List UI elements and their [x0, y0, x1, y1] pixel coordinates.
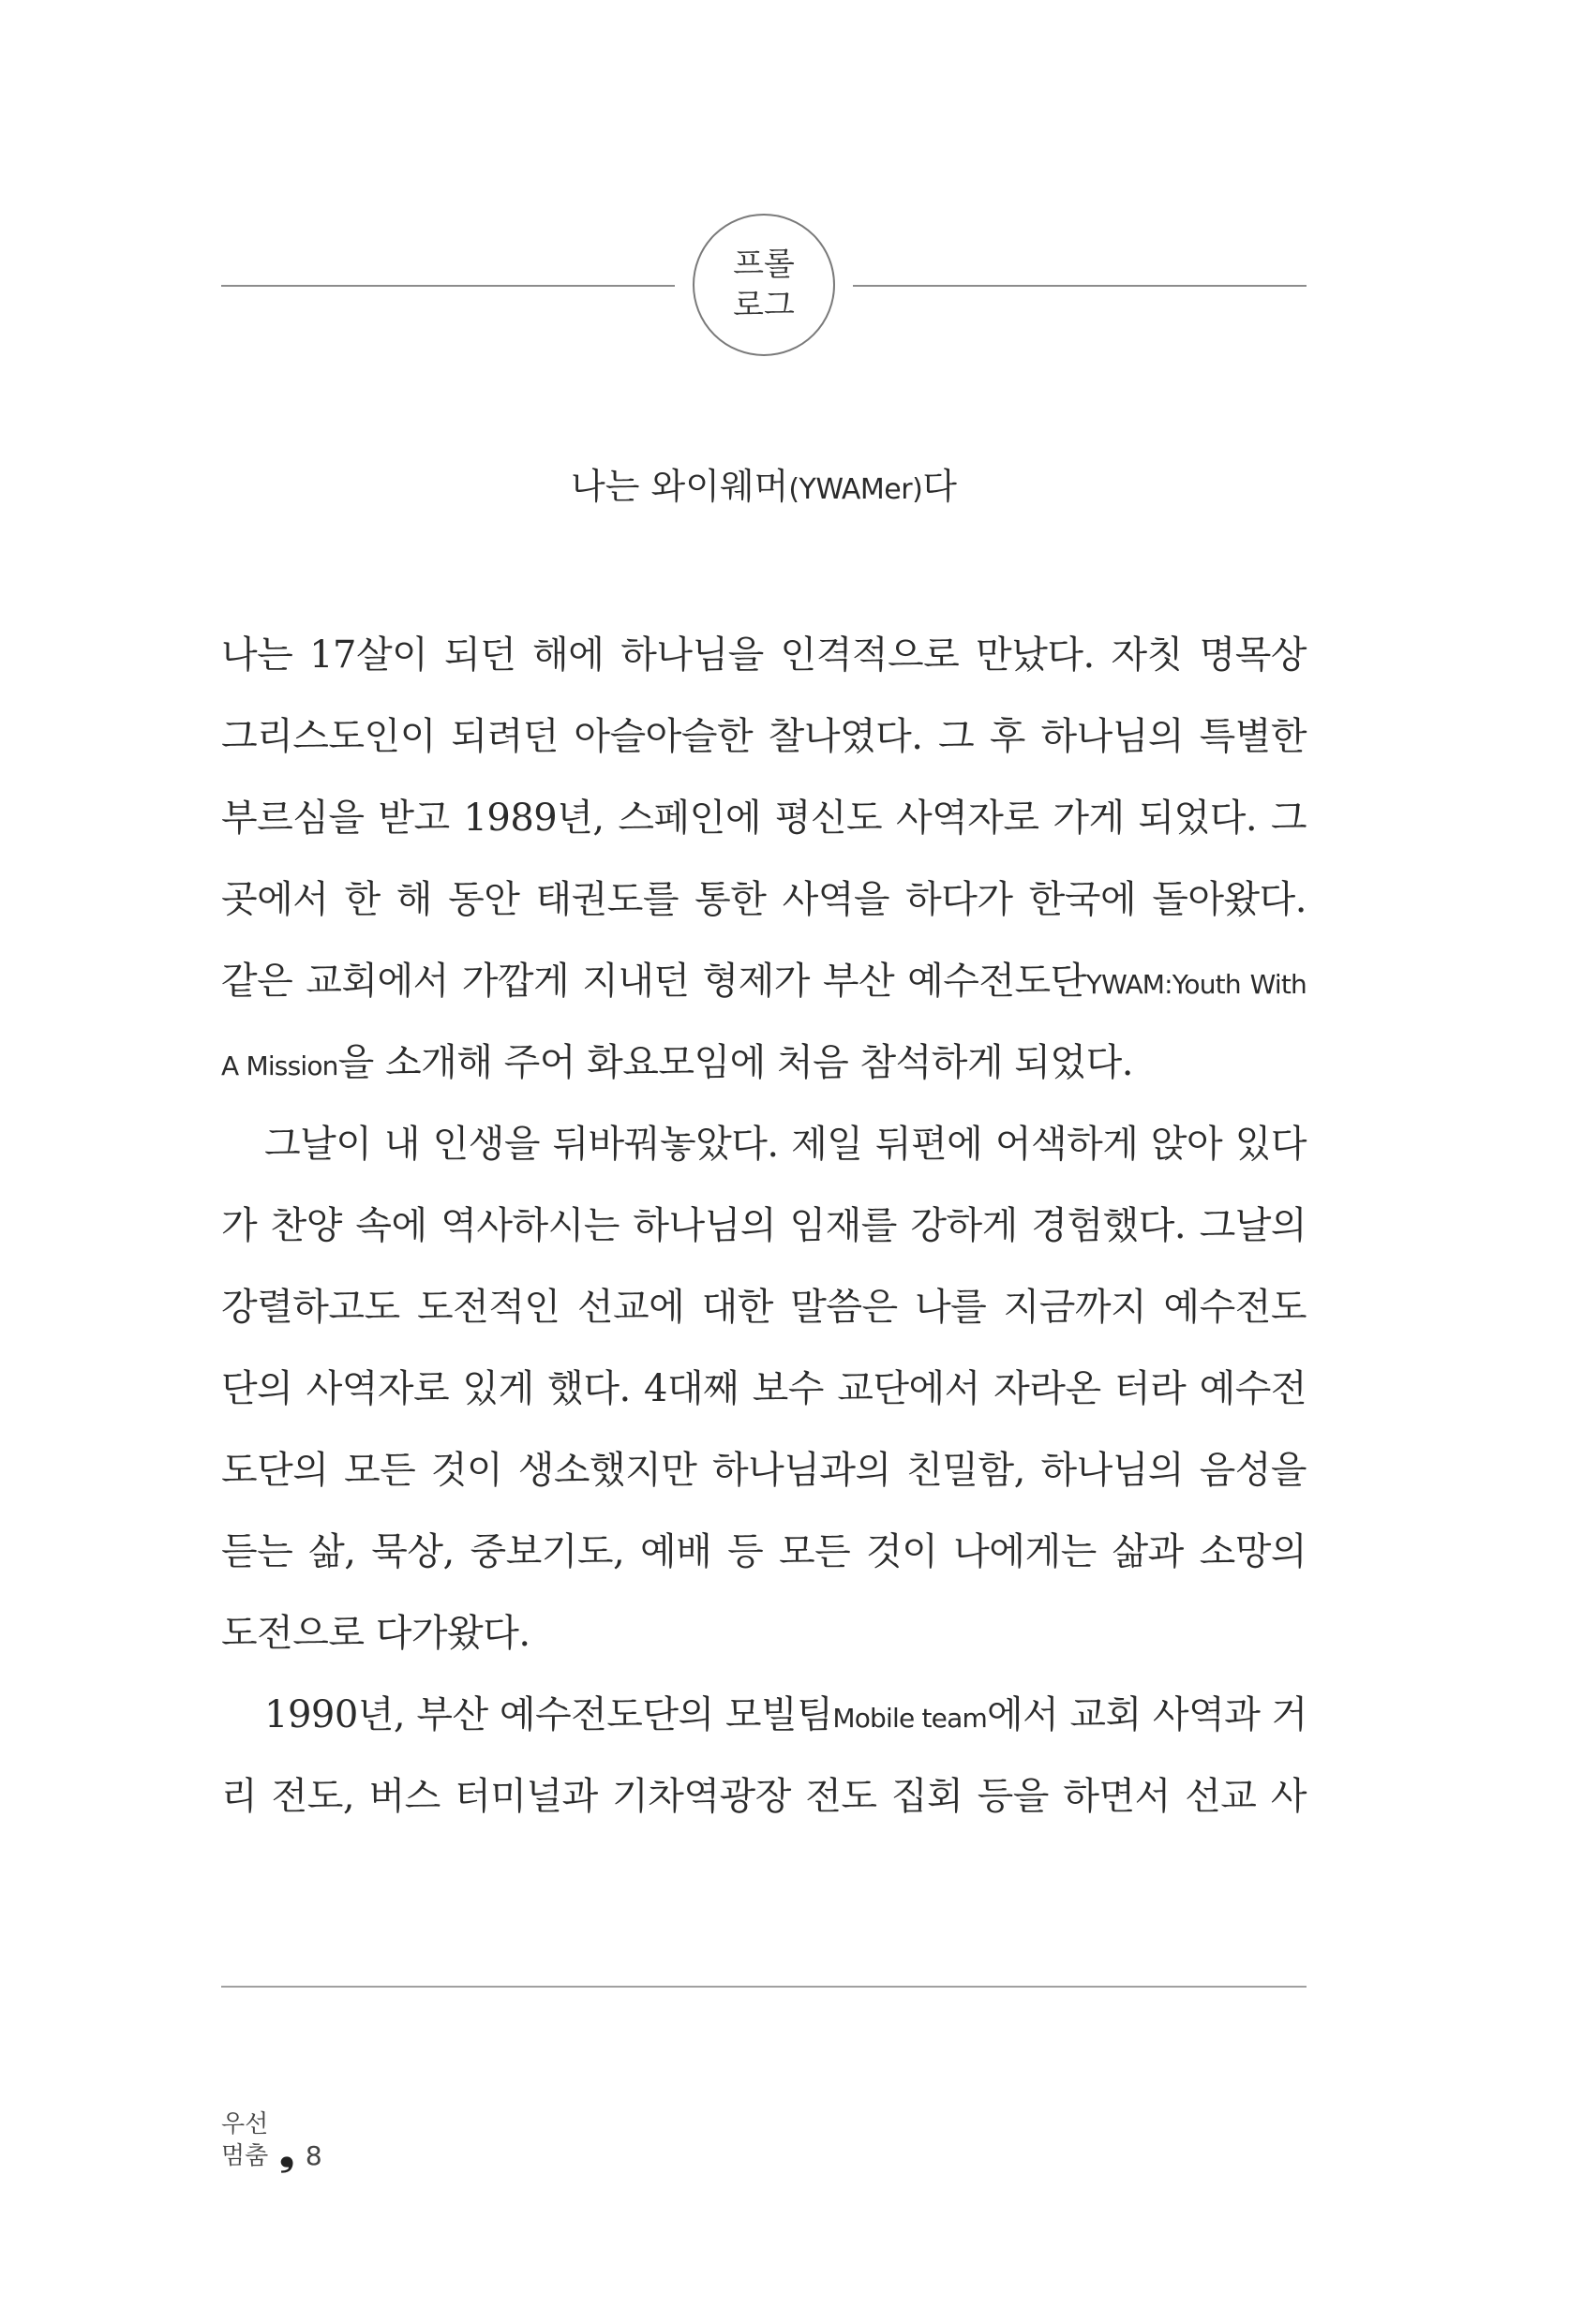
- body-text-span: 을 소개해 주어 화요모임에 처음 참석하게 되었다.: [337, 1041, 1133, 1084]
- header-rule-right: [853, 285, 1307, 287]
- series-title-line2: 멈춤: [221, 2142, 269, 2170]
- body-text: [221, 615, 1307, 1838]
- body-line: 리 전도, 버스 터미널과 기차역광장 전도 집회 등을 하면서 선교 사: [221, 1775, 1307, 1818]
- body-line: 그날이 내 인생을 뒤바꿔놓았다. 제일 뒤편에 어색하게 앉아 있다: [264, 1123, 1307, 1166]
- section-title: [221, 457, 1307, 509]
- body-line: 나는 17살이 되던 해에 하나님을 인격적으로 만났다. 자칫 명목상: [221, 633, 1307, 677]
- footer-rule: [221, 1986, 1307, 1988]
- body-line: 곳에서 한 해 동안 태권도를 통한 사역을 하다가 한국에 돌아왔다.: [221, 878, 1307, 921]
- body-line: 가 찬양 속에 역사하시는 하나님의 임재를 강하게 경험했다. 그날의: [221, 1204, 1307, 1247]
- body-text-span: 1990년, 부산 예수전도단의 모빌팀: [264, 1693, 833, 1736]
- chapter-badge: [693, 214, 835, 356]
- inline-annotation: Mobile team: [832, 1703, 987, 1734]
- body-line: 듣는 삶, 묵상, 중보기도, 예배 등 모든 것이 나에게는 삶과 소망의: [221, 1530, 1307, 1573]
- section-title-end: 다: [922, 466, 957, 507]
- body-line: [221, 941, 1307, 1022]
- page-number: 8: [305, 2140, 322, 2171]
- section-title-main: 나는 와이웨머: [571, 466, 789, 507]
- body-line: 도전으로 다가왔다.: [221, 1612, 530, 1655]
- chapter-header: [221, 214, 1307, 356]
- body-line: 부르심을 받고 1989년, 스페인에 평신도 사역자로 가게 되었다. 그: [221, 797, 1307, 840]
- body-line: [221, 1022, 1307, 1104]
- inline-annotation: A Mission: [221, 1050, 338, 1081]
- header-rule-left: [221, 285, 675, 287]
- chapter-badge-line1: 프롤: [733, 246, 795, 283]
- body-line: 도단의 모든 것이 생소했지만 하나님과의 친밀함, 하나님의 음성을: [221, 1449, 1307, 1492]
- inline-annotation: YWAM:Youth With: [1085, 969, 1307, 1000]
- body-line: 강렬하고도 도전적인 선교에 대한 말씀은 나를 지금까지 예수전도: [221, 1286, 1307, 1329]
- body-line: 단의 사역자로 있게 했다. 4대째 보수 교단에서 자라온 터라 예수전: [221, 1367, 1307, 1410]
- series-title-line1: 우선: [221, 2110, 269, 2138]
- body-line: [221, 1675, 1307, 1756]
- body-text-span: 같은 교회에서 가깝게 지내던 형제가 부산 예수전도단: [221, 960, 1086, 1003]
- body-line: 그리스도인이 되려던 아슬아슬한 찰나였다. 그 후 하나님의 특별한: [221, 715, 1307, 758]
- chapter-badge-line2: 로그: [733, 287, 795, 324]
- section-title-english: (YWAMer): [788, 473, 923, 506]
- page-footer: [221, 2108, 322, 2172]
- body-text-span: 에서 교회 사역과 거: [986, 1693, 1307, 1736]
- comma-mark-icon: ❟: [279, 2131, 294, 2174]
- series-title: [221, 2108, 268, 2172]
